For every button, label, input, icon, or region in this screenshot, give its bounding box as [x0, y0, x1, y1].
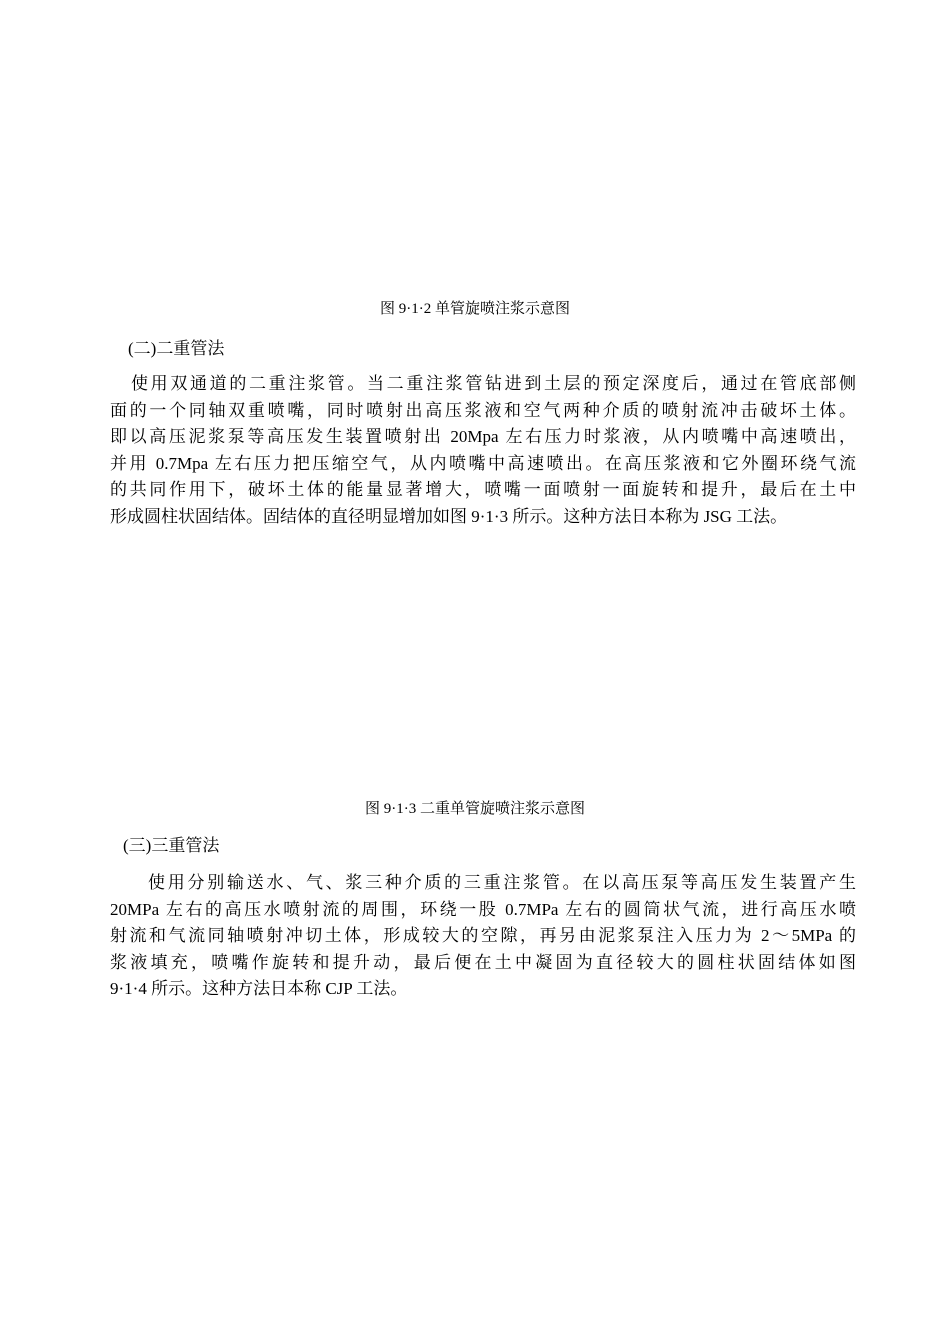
paragraph-line: 使用双通道的二重注浆管。当二重注浆管钻进到土层的预定深度后，通过在管底部侧	[131, 374, 856, 393]
section-heading-double-pipe: (二)二重管法	[128, 339, 225, 358]
paragraph-line: 即以高压泥浆泵等高压发生装置喷射出 20Mpa 左右压力时浆液，从内喷嘴中高速喷出，	[110, 427, 856, 447]
paragraph-line: 使用分别输送水、气、浆三种介质的三重注浆管。在以高压泵等高压发生装置产生	[148, 873, 856, 892]
paragraph-line: 形成圆柱状固结体。固结体的直径明显增加如图 9·1·3 所示。这种方法日本称为 JSG 工法。	[110, 506, 788, 526]
paragraph-line: 并用 0.7Mpa 左右压力把压缩空气，从内喷嘴中高速喷出。在高压浆液和它外圈环绕气流	[110, 453, 856, 473]
section-heading-triple-pipe: (三)三重管法	[123, 836, 220, 855]
paragraph-line: 浆液填充，喷嘴作旋转和提升动，最后便在土中凝固为直径较大的圆柱状固结体如图	[110, 952, 856, 972]
figure-caption-9-1-2: 图 9·1·2 单管旋喷注浆示意图	[380, 301, 570, 317]
paragraph-triple-pipe	[110, 870, 856, 1003]
paragraph-line: 射流和气流同轴喷射冲切土体，形成较大的空隙，再另由泥浆泵注入压力为 2～5MPa 的	[110, 926, 856, 946]
figure-caption-9-1-3: 图 9·1·3 二重单管旋喷注浆示意图	[365, 801, 585, 817]
paragraph-line: 9·1·4 所示。这种方法日本称 CJP 工法。	[110, 979, 408, 999]
paragraph-double-pipe	[110, 371, 856, 531]
paragraph-line: 的共同作用下，破坏土体的能量显著增大，喷嘴一面喷射一面旋转和提升，最后在土中	[110, 480, 856, 500]
paragraph-line: 面的一个同轴双重喷嘴，同时喷射出高压浆液和空气两种介质的喷射流冲击破坏土体。	[110, 400, 856, 420]
paragraph-line: 20MPa 左右的高压水喷射流的周围，环绕一股 0.7MPa 左右的圆筒状气流，进行高压水喷	[110, 899, 856, 919]
